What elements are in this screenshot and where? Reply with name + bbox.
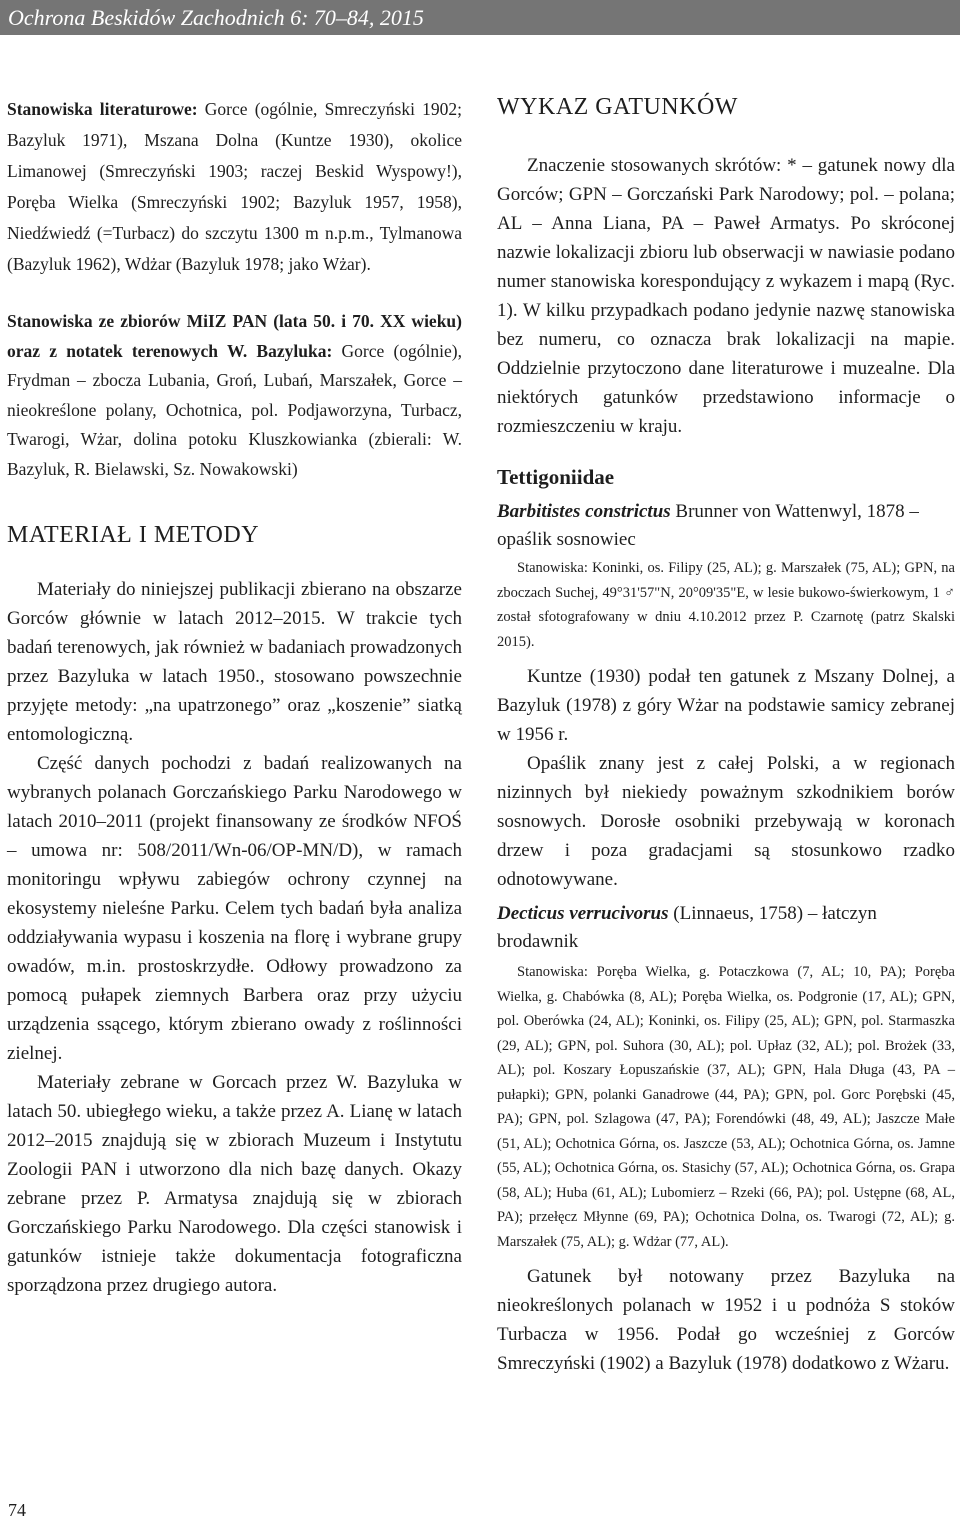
literature-sites-label: Stanowiska literaturowe: [7,99,198,119]
methods-paragraph-3: Materiały zebrane w Gorcach przez W. Bazyluka w latach 50. ubiegłego wieku, a także przez A. Lianę w latach 2012–2015 znajdują się w zbiorach Muzeum i Instytutu Zoologii PAN i utworzono dla nich bazę danych. Okazy zebrane przez P. Armatysa znajdują się w zbiorach Gorczańskiego Parku Narodowego. Dla części stanowisk i gatunków istnieje także dokumentacja fotograficzna sporządzona przez drugiego autora. [7,1072,462,1296]
page-number: 74 [8,1500,26,1520]
species-sites-1: Stanowiska: Koninki, os. Filipy (25, AL); g. Marszałek (75, AL); GPN, na zboczach Suchej, 49°31'57"N, 20°09'35"E, w lesie bukowo-świerkowym, 1 ♂ został sfotografowany w dniu 4.10.2012 przez P. Czarnotę (patrz Skalski 2015). [497,560,955,650]
species-name-1: Barbitistes constrictus [497,501,671,522]
literature-sites-text: Gorce (ogólnie, Smreczyński 1902; Bazyluk 1971), Mszana Dolna (Kuntze 1930), okolice Limanowej (Smreczyński 1903; raczej Beskid Wyspowy!), Poręba Wielka (Smreczyński 1902; Bazyluk 1957, 1958), Niedźwiedź (=Turbacz) do szczytu 1300 m n.p.m., Tylmanowa (Bazyluk 1962), Wdżar (Bazyluk 1978; jako Wżar). [7,99,462,274]
collection-sites-paragraph [7,307,462,484]
collection-sites-text: Gorce (ogólnie), Frydman – zbocza Lubania, Groń, Lubań, Marszałek, Gorce – nieokreślone polany, Ochotnica, pol. Podjaworzyna, Turbacz, Twarogi, Wżar, dolina potoku Kluszkowianka (zbierali: W. Bazyluk, R. Bielawski, Sz. Nowakowski) [7,340,462,479]
family-heading: Tettigoniidae [497,465,615,489]
species-heading-2 [497,900,955,956]
left-column [7,94,462,1300]
section-title-methods: MATERIAŁ I METODY [7,522,260,548]
right-column [497,94,955,1378]
species-1-paragraph-2: Opaślik znany jest z całej Polski, a w regionach nizinnych był niekiedy poważnym szkodnikiem borów sosnowych. Dorosłe osobniki przebywają w koronach drzew i poza gradacjami są stosunkowo rzadko odnotowywane. [497,753,955,890]
species-name-2: Decticus verrucivorus [497,903,669,924]
species-author-1: Brunner von Wattenwyl, 1878 – opaślik sosnowiec [497,501,919,550]
literature-sites-paragraph [7,94,462,280]
section-title-species-list: WYKAZ GATUNKÓW [497,94,738,120]
running-title: Ochrona Beskidów Zachodnich 6: 70–84, 2015 [8,5,424,30]
methods-paragraph-2: Część danych pochodzi z badań realizowanych na wybranych polanach Gorczańskiego Parku Narodowego w latach 2010–2011 (projekt finansowany ze środków NFOŚ – umowa nr: 508/2011/Wn-06/OP-MN/D), w ramach monitoringu wpływu zabiegów ochrony czynnej na ekosystemy nieleśne Parku. Celem tych badań była analiza oddziaływania wypasu i koszenia na florę i wybrane grupy owadów, m.in. prostoskrzydłe. Odłowy prowadzono za pomocą pułapek ziemnych Barbera oraz przy użyciu urządzenia ssącego, którym zbierano owady z roślinności zielnej. [7,753,462,1064]
methods-paragraph-1: Materiały do niniejszej publikacji zbierano na obszarze Gorców głównie w latach 2012–2015. W trakcie tych badań terenowych, jak również w badaniach prowadzonych przez Bazyluka w latach 1950., stosowano powszechnie przyjęte metody: „na upatrzonego” oraz „koszenie” siatką entomologiczną. [7,579,462,745]
abbreviations-paragraph: Znaczenie stosowanych skrótów: * – gatunek nowy dla Gorców; GPN – Gorczański Park Narodowy; pol. – polana; AL – Anna Liana, PA – Paweł Armatys. Po skróconej nazwie lokalizacji zbioru lub obserwacji w nawiasie podano numer stanowiska korespondujący z wykazem i mapą (Ryc. 1). W kilku przypadkach podano jedynie nazwę stanowiska bez numeru, co oznacza brak lokalizacji na mapie. Oddzielnie przytoczono dane literaturowe i muzealne. Dla niektórych gatunków przedstawiono informacje o rozmieszczeniu w kraju. [497,155,955,437]
collection-sites-label: Stanowiska ze zbiorów MiIZ PAN (lata 50. i 70. XX wieku) oraz z notatek terenowych W. Bazyluka: [7,311,462,361]
species-author-2: (Linnaeus, 1758) – łatczyn brodawnik [497,903,877,952]
species-heading-1 [497,498,955,554]
running-header [0,0,960,35]
species-sites-2: Stanowiska: Poręba Wielka, g. Potaczkowa (7, AL; 10, PA); Poręba Wielka, g. Chabówka (8, AL); Poręba Wielka, os. Podgronie (17, AL); GPN, pol. Oberówka (24, AL); Koninki, os. Filipy (25, AL); GPN, pol. Starmaszka (29, AL); GPN, pol. Suhora (30, AL); pol. Upłaz (32, AL); pol. Brożek (33, AL); pol. Koszary Łopuszańskie (37, AL); GPN, Hala Długa (43, PA – pułapki); GPN, polanki Ganadrowe (44, PA); GPN, pol. Gorc Porębski (45, PA); GPN, pol. Szlagowa (47, PA); Forendówki (48, 49, AL); Jaszcze Małe (51, AL); Ochotnica Górna, os. Jaszcze (53, AL); Ochotnica Górna, os. Jamne (55, AL); Ochotnica Górna, os. Stasichy (57, AL); Ochotnica Górna, os. Grapa (58, AL); Huba (61, AL); Lubomierz – Rzeki (66, PA); pol. Ustępne (68, AL, PA); przełęcz Młynne (69, PA); Ochotnica Dolna, os. Twarogi (72, AL); g. Marszałek (75, AL); g. Wdżar (77, AL). [497,964,955,1250]
species-2-paragraph-1: Gatunek był notowany przez Bazyluka na nieokreślonych polanach w 1952 i u podnóża S stoków Turbacza w 1956. Podał go wcześniej z Gorców Smreczyński (1902) a Bazyluk (1978) dodatkowo z Wżaru. [497,1266,955,1374]
species-1-paragraph-1: Kuntze (1930) podał ten gatunek z Mszany Dolnej, a Bazyluk (1978) z góry Wżar na podstawie samicy zebranej w 1956 r. [497,666,955,745]
